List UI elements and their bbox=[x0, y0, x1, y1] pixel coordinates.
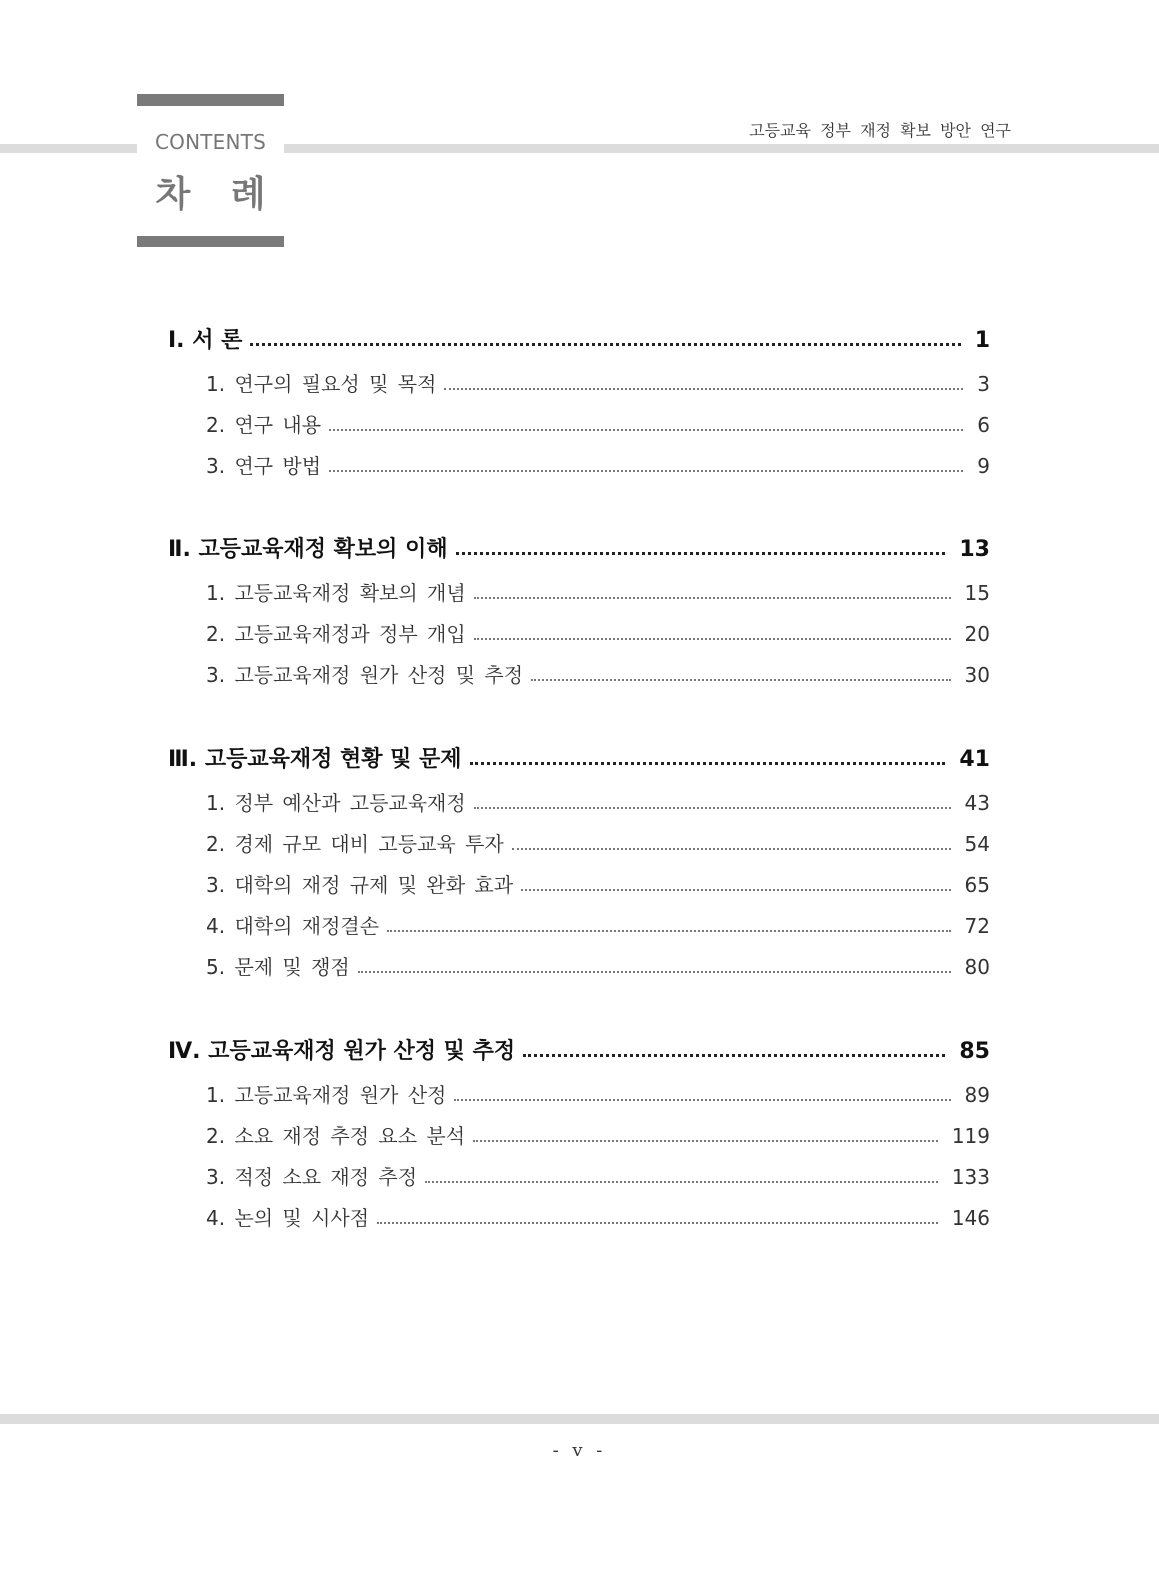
footer-rule bbox=[0, 1414, 1159, 1424]
dot-leader bbox=[444, 368, 963, 390]
dot-leader bbox=[531, 659, 951, 681]
dot-leader bbox=[387, 910, 951, 932]
toc-section-4-3[interactable] bbox=[206, 1161, 990, 1190]
dot-leader bbox=[474, 577, 951, 599]
contents-box-top-bar bbox=[137, 94, 284, 106]
dot-leader bbox=[377, 1202, 938, 1224]
toc-section-3-3-page: 65 bbox=[964, 873, 990, 897]
toc-section-2-3-page: 30 bbox=[964, 663, 990, 687]
toc-chapter-4-page: 85 bbox=[959, 1039, 990, 1064]
dot-leader bbox=[250, 321, 960, 346]
toc-section-4-4-label: 4. 논의 및 시사점 bbox=[206, 1206, 370, 1230]
toc-section-1-1-label: 1. 연구의 필요성 및 목적 bbox=[206, 372, 437, 396]
toc-chapter-3-page: 41 bbox=[959, 747, 990, 772]
toc-section-3-4-label: 4. 대학의 재정결손 bbox=[206, 914, 380, 938]
contents-box-bottom-bar bbox=[137, 236, 284, 247]
toc-chapter-3[interactable] bbox=[168, 741, 990, 773]
toc-chapter-2[interactable] bbox=[168, 531, 990, 563]
dot-leader bbox=[454, 1079, 950, 1101]
dot-leader bbox=[456, 530, 946, 555]
toc-section-2-2-page: 20 bbox=[964, 622, 990, 646]
toc-section-1-1[interactable] bbox=[206, 368, 990, 397]
toc-section-4-3-label: 3. 적정 소요 재정 추정 bbox=[206, 1165, 418, 1189]
toc-chapter-4[interactable] bbox=[168, 1033, 990, 1065]
toc-section-2-1-page: 15 bbox=[964, 581, 990, 605]
toc-section-4-2[interactable] bbox=[206, 1120, 990, 1149]
dot-leader bbox=[470, 740, 946, 765]
toc-section-3-1-page: 43 bbox=[964, 791, 990, 815]
toc-section-2-1-label: 1. 고등교육재정 확보의 개념 bbox=[206, 581, 466, 605]
toc-section-3-5[interactable] bbox=[206, 951, 990, 980]
toc-section-3-5-label: 5. 문제 및 쟁점 bbox=[206, 955, 350, 979]
dot-leader bbox=[473, 1120, 938, 1142]
running-head: 고등교육 정부 재정 확보 방안 연구 bbox=[749, 121, 1011, 140]
toc-section-3-1-label: 1. 정부 예산과 고등교육재정 bbox=[206, 791, 466, 815]
toc-section-4-4-page: 146 bbox=[951, 1206, 990, 1230]
dot-leader bbox=[425, 1161, 938, 1183]
toc-section-4-4[interactable] bbox=[206, 1202, 990, 1231]
toc-chapter-2-label: Ⅱ. 고등교육재정 확보의 이해 bbox=[168, 537, 448, 562]
toc-section-1-3[interactable] bbox=[206, 450, 990, 479]
toc-section-4-1[interactable] bbox=[206, 1079, 990, 1108]
dot-leader bbox=[512, 828, 951, 850]
toc-section-1-3-page: 9 bbox=[977, 454, 990, 478]
toc-section-2-1[interactable] bbox=[206, 577, 990, 606]
toc-chapter-4-label: Ⅳ. 고등교육재정 원가 산정 및 추정 bbox=[168, 1039, 516, 1064]
toc-section-2-2-label: 2. 고등교육재정과 정부 개입 bbox=[206, 622, 466, 646]
toc-section-3-5-page: 80 bbox=[964, 955, 990, 979]
contents-label: CONTENTS bbox=[155, 130, 266, 154]
toc-section-4-1-page: 89 bbox=[964, 1083, 990, 1107]
dot-leader bbox=[329, 450, 963, 472]
toc-section-4-3-page: 133 bbox=[951, 1165, 990, 1189]
toc-chapter-1-page: 1 bbox=[974, 328, 990, 353]
dot-leader bbox=[358, 951, 951, 973]
toc-section-4-1-label: 1. 고등교육재정 원가 산정 bbox=[206, 1083, 447, 1107]
page-number: - v - bbox=[552, 1440, 607, 1461]
toc-section-1-2-label: 2. 연구 내용 bbox=[206, 413, 322, 437]
toc-section-2-2[interactable] bbox=[206, 618, 990, 647]
toc-chapter-2-page: 13 bbox=[959, 537, 990, 562]
toc-section-3-4[interactable] bbox=[206, 910, 990, 939]
toc-title: 차 례 bbox=[155, 174, 280, 215]
dot-leader bbox=[523, 1032, 945, 1057]
toc-section-3-2-page: 54 bbox=[964, 832, 990, 856]
toc-section-3-3-label: 3. 대학의 재정 규제 및 완화 효과 bbox=[206, 873, 514, 897]
toc-section-4-2-page: 119 bbox=[951, 1124, 990, 1148]
toc-section-1-1-page: 3 bbox=[977, 372, 990, 396]
toc-section-1-3-label: 3. 연구 방법 bbox=[206, 454, 322, 478]
toc-section-3-2-label: 2. 경제 규모 대비 고등교육 투자 bbox=[206, 832, 504, 856]
toc-section-3-2[interactable] bbox=[206, 828, 990, 857]
toc-section-3-4-page: 72 bbox=[964, 914, 990, 938]
toc-section-4-2-label: 2. 소요 재정 추정 요소 분석 bbox=[206, 1124, 466, 1148]
toc-chapter-1[interactable] bbox=[168, 322, 990, 354]
toc-section-1-2[interactable] bbox=[206, 409, 990, 438]
dot-leader bbox=[329, 409, 963, 431]
dot-leader bbox=[474, 787, 951, 809]
dot-leader bbox=[521, 869, 950, 891]
toc-section-3-1[interactable] bbox=[206, 787, 990, 816]
toc-chapter-1-label: Ⅰ. 서 론 bbox=[168, 328, 243, 353]
toc-section-2-3-label: 3. 고등교육재정 원가 산정 및 추정 bbox=[206, 663, 524, 687]
toc-section-2-3[interactable] bbox=[206, 659, 990, 688]
toc-section-1-2-page: 6 bbox=[977, 413, 990, 437]
toc-chapter-3-label: Ⅲ. 고등교육재정 현황 및 문제 bbox=[168, 747, 462, 772]
toc-section-3-3[interactable] bbox=[206, 869, 990, 898]
dot-leader bbox=[474, 618, 951, 640]
